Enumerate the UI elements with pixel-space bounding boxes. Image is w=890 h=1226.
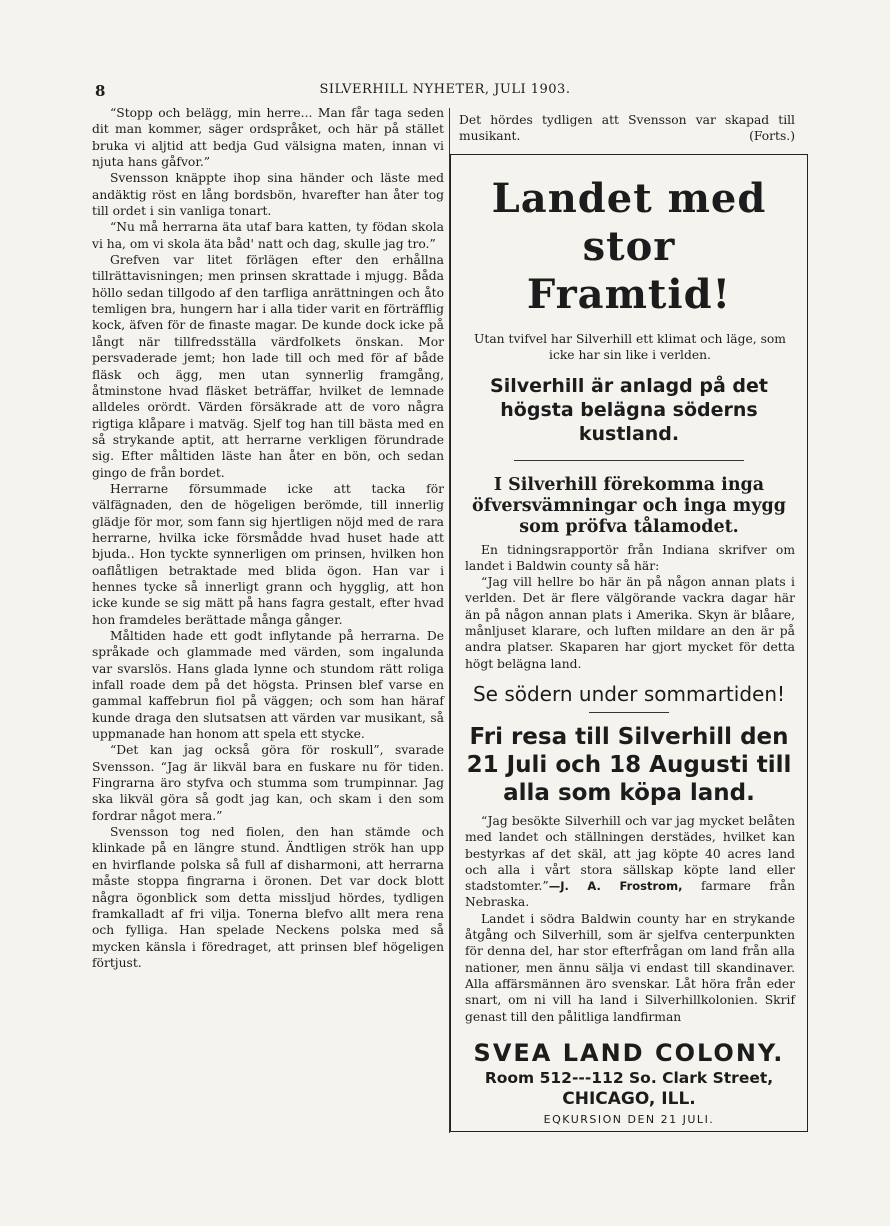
divider-rule	[589, 712, 669, 713]
paragraph: Svensson knäppte ihop sina händer och läste med andäktig röst en lång bordsbön, hvarefter han åter tog till ordet i sin vanliga tonart.	[92, 171, 444, 219]
testimonial-origin: farmare från Nebraska.	[465, 879, 795, 910]
ad-paragraph: En tidningsrapportör från Indiana skrifver om landet i Baldwin county så här:	[465, 542, 795, 573]
ad-headline: Fri resa till Silverhill den 21 Juli och 18 Augusti till alla som köpa land.	[466, 723, 792, 806]
ad-title-line: Framtid!	[526, 271, 732, 318]
paragraph: Måltiden hade ett godt inflytande på herrarna. De språkade och glammade med värden, som ingalunda var svarslös. Hans glada lynne och stundom rätt roliga infall roade dem på det högsta. Prinsen blef varse en gammal kaffebrun fiol på väggen; och som han häraf kunde draga den slutsatsen att värden var musikant, så uppmanade han honom att spela ett stycke.	[92, 629, 444, 742]
paragraph: Herrarne försummade icke att tacka för välfägnaden, den de högeligen berömde, till innerlig glädje för mor, som fann sig hjertligen nöjd med de rara herrarne, hvilka icke försmådde hvad huset hade att bjuda.. Hon tyckte synnerligen om prinsen, hvilken hon oaflåtligen betraktade med blida ögon. Han var i hennes tycke så innerligt grann och hygglig, att hon icke kunde se sig mätt på hans fagra gestalt, efter hvad hon framdeles berättade många gånger.	[92, 481, 444, 627]
company-city: CHICAGO, ILL.	[562, 1088, 696, 1109]
ad-paragraph: “Jag vill hellre bo här än på någon annan plats i verlden. Det är flere välgörande vackra dagar här än på någon annan plats i Amerika. Skyn är blåare, månljuset klarare, och luften mildare an den är på andra platser. Skaparen har gjort mycket för detta högt belägna land.	[465, 575, 795, 671]
ad-paragraph	[465, 813, 795, 911]
continued-tag: (Forts.)	[749, 129, 795, 144]
left-column	[92, 105, 444, 971]
advertisement-box	[450, 154, 808, 1132]
testimonial: “Jag besökte Silverhill och var jag mycket belåten med landet och ställningen derstädes, hvilket kan bestyrkas af det skäl, att jag köpte 40 acres land och alla i vårt stora sällskap köpte land eller stadstomter.”	[465, 813, 795, 894]
excursion-note: EQKURSION DEN 21 JULI.	[543, 1112, 715, 1126]
ad-body	[465, 542, 795, 672]
continued-sentence: Det hördes tydligen att Svensson var skapad till musikant.	[459, 113, 795, 144]
ad-intro: Utan tvifvel har Silverhill ett klimat och läge, som icke har sin like i verlden.	[474, 332, 786, 363]
company-address: Room 512---112 So. Clark Street,	[484, 1068, 774, 1087]
continued-text	[459, 112, 795, 145]
testimonial-signature: —J. A. Frostrom,	[548, 879, 683, 894]
ad-body	[465, 813, 795, 1025]
divider-rule	[514, 460, 744, 461]
ad-headline: I Silverhill förekomma inga öfversvämningar och inga mygg som pröfva tålamodet.	[472, 474, 786, 537]
paragraph: Grefven var litet förlägen efter den erhållna tillrättavisningen; men prinsen skrattade i mjugg. Båda höllo sedan tillgodo af den tarfliga anrättningen och åto temligen bra, hungern har i alla tider varit en förträfflig kock, äfven för de finaste magar. De kunde dock icke på långt när tillfredsställa värdfolkets önskan. Mor persvaderade jemt; hon lade till och med för af både fläsk och ägg, men utan synnerlig framgång, åtminstone hvad fläsket beträffar, hvilket de lemnade alldeles orördt. Värden försäkrade att de voro några rigtiga klåpare i matväg. Sjelf tog han till bästa med en så strykande aptit, att herrarne verkligen förundrade sig. Efter måltiden läste han åter en bön, och sedan gingo de från bordet.	[92, 253, 444, 480]
paragraph: “Nu må herrarna äta utaf bara katten, ty födan skola vi ha, om vi skola äta båd' natt och dag, skulle jag tro.”	[92, 220, 444, 251]
page-number: 8	[95, 82, 106, 100]
company-name: SVEA LAND COLONY.	[473, 1038, 785, 1067]
paragraph: “Det kan jag också göra för roskull”, svarade Svensson. “Jag är likväl bara en fuskare nu för tiden. Fingrarna äro styfva och stumma som trumpinnar. Jag ska likväl göra så godt jag kan, och skam i den som fordrar något mera.”	[92, 743, 444, 823]
ad-title	[451, 175, 807, 319]
ad-paragraph: Landet i södra Baldwin county har en strykande åtgång och Silverhill, som är sjelfva centerpunkten för denna del, har stor efterfrågan om land från alla nationer, men ännu sälja vi endast till skandinaver. Alla affärsmännen äro svenskar. Låt höra från eder snart, om ni vill ha land i Silverhillkolonien. Skrif genast till den pålitliga landfirman	[465, 911, 795, 1024]
ad-headline: Se södern under sommartiden!	[472, 681, 786, 706]
ad-headline: Silverhill är anlagd på det högsta belägna söderns kustland.	[490, 374, 768, 445]
ad-title-line: Landet med stor	[491, 175, 767, 270]
paragraph: “Stopp och belägg, min herre... Man får taga seden dit man kommer, säger ordspråket, och här på stället bruka vi aljtid att bedja Gud välsigna maten, innan vi njuta hans gåfvor.”	[92, 106, 444, 170]
paragraph: Svensson tog ned fiolen, den han stämde och klinkade på en längre stund. Ändtligen strök han upp en hvirflande polska så full af disharmoni, att herrarna måste stoppa fingrarna i öronen. Det var dock blott några ögonblick som detta missljud hördes, tydligen framkalladt af fri vilja. Tonerna blefvo allt mera rena och fylliga. Han spelade Neckens polska med så mycken känsla i föredraget, att prinsen blef högeligen förtjust.	[92, 825, 444, 970]
running-head: SILVERHILL NYHETER, JULI 1903.	[319, 82, 571, 97]
right-column	[455, 108, 805, 145]
